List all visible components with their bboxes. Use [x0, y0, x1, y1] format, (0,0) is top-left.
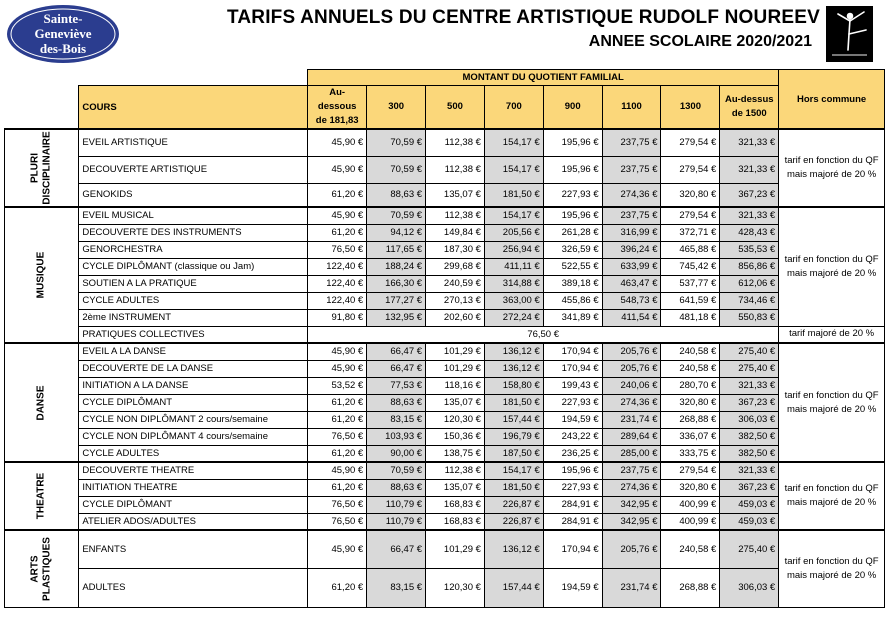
price-cell: 321,33 €	[720, 156, 779, 183]
price-cell: 280,70 €	[661, 377, 720, 394]
qf-header: Au-dessous de 181,83	[308, 86, 367, 130]
course-label: GENOKIDS	[79, 183, 308, 207]
price-cell: 745,42 €	[661, 258, 720, 275]
price-cell: 181,50 €	[484, 479, 543, 496]
course-label: DECOUVERTE DE LA DANSE	[79, 360, 308, 377]
price-cell: 117,65 €	[367, 241, 426, 258]
price-cell: 274,36 €	[602, 394, 661, 411]
price-cell: 321,33 €	[720, 207, 779, 224]
price-cell: 236,25 €	[543, 445, 602, 462]
course-label: CYCLE ADULTES	[79, 292, 308, 309]
table-row	[5, 275, 885, 292]
price-cell: 205,76 €	[602, 343, 661, 360]
price-cell: 481,18 €	[661, 309, 720, 326]
price-cell: 101,29 €	[426, 530, 485, 568]
cours-header: COURS	[79, 86, 308, 130]
montant-header: MONTANT DU QUOTIENT FAMILIAL	[308, 70, 779, 86]
price-cell: 275,40 €	[720, 343, 779, 360]
price-cell: 548,73 €	[602, 292, 661, 309]
price-cell: 90,00 €	[367, 445, 426, 462]
price-cell: 299,68 €	[426, 258, 485, 275]
price-cell: 70,59 €	[367, 207, 426, 224]
price-cell: 367,23 €	[720, 394, 779, 411]
section-label-cell	[5, 207, 79, 343]
price-cell: 326,59 €	[543, 241, 602, 258]
hors-commune-note: tarif en fonction du QF mais majoré de 20 %	[779, 207, 885, 326]
price-cell: 268,88 €	[661, 568, 720, 607]
price-cell: 237,75 €	[602, 129, 661, 156]
price-cell: 177,27 €	[367, 292, 426, 309]
course-label: PRATIQUES COLLECTIVES	[79, 326, 308, 343]
course-label: INITIATION A LA DANSE	[79, 377, 308, 394]
price-cell: 734,46 €	[720, 292, 779, 309]
price-cell: 88,63 €	[367, 183, 426, 207]
course-label: SOUTIEN A LA PRATIQUE	[79, 275, 308, 292]
price-cell: 112,38 €	[426, 462, 485, 479]
price-cell: 83,15 €	[367, 411, 426, 428]
hors-commune-header: Hors commune	[779, 70, 885, 130]
price-cell: 138,75 €	[426, 445, 485, 462]
price-cell: 428,43 €	[720, 224, 779, 241]
course-label: CYCLE NON DIPLÔMANT 2 cours/semaine	[79, 411, 308, 428]
table-row	[5, 462, 885, 479]
price-cell: 110,79 €	[367, 513, 426, 530]
price-cell: 45,90 €	[308, 207, 367, 224]
price-cell: 158,80 €	[484, 377, 543, 394]
price-cell: 194,59 €	[543, 568, 602, 607]
price-cell: 188,24 €	[367, 258, 426, 275]
price-cell: 112,38 €	[426, 129, 485, 156]
header-spacer	[5, 86, 79, 130]
section-label-cell	[5, 462, 79, 530]
price-cell: 136,12 €	[484, 343, 543, 360]
price-cell: 202,60 €	[426, 309, 485, 326]
price-cell: 856,86 €	[720, 258, 779, 275]
table-row	[5, 309, 885, 326]
price-cell: 45,90 €	[308, 156, 367, 183]
price-cell: 45,90 €	[308, 530, 367, 568]
price-cell: 45,90 €	[308, 360, 367, 377]
table-row	[5, 479, 885, 496]
course-label: EVEIL MUSICAL	[79, 207, 308, 224]
price-cell: 150,36 €	[426, 428, 485, 445]
price-cell: 237,75 €	[602, 207, 661, 224]
price-cell: 275,40 €	[720, 530, 779, 568]
price-cell: 61,20 €	[308, 479, 367, 496]
course-label: CYCLE ADULTES	[79, 445, 308, 462]
course-label: ENFANTS	[79, 530, 308, 568]
price-cell: 237,75 €	[602, 156, 661, 183]
price-cell: 320,80 €	[661, 183, 720, 207]
price-cell: 195,96 €	[543, 462, 602, 479]
table-row	[5, 224, 885, 241]
price-cell: 88,63 €	[367, 394, 426, 411]
price-cell: 522,55 €	[543, 258, 602, 275]
price-cell: 61,20 €	[308, 394, 367, 411]
price-cell: 321,33 €	[720, 129, 779, 156]
price-cell: 372,71 €	[661, 224, 720, 241]
price-cell: 135,07 €	[426, 183, 485, 207]
price-cell: 187,30 €	[426, 241, 485, 258]
price-cell: 274,36 €	[602, 183, 661, 207]
price-cell: 320,80 €	[661, 394, 720, 411]
price-cell: 196,79 €	[484, 428, 543, 445]
section-label: ARTS PLASTIQUES	[29, 536, 53, 601]
price-cell: 320,80 €	[661, 479, 720, 496]
price-cell: 411,54 €	[602, 309, 661, 326]
price-cell: 463,47 €	[602, 275, 661, 292]
price-cell: 61,20 €	[308, 411, 367, 428]
logo-line-1: Sainte-	[43, 11, 83, 26]
section-label: PLURI DISCIPLINAIRE	[29, 131, 53, 205]
price-cell: 256,94 €	[484, 241, 543, 258]
price-cell: 227,93 €	[543, 479, 602, 496]
price-cell: 240,58 €	[661, 530, 720, 568]
qf-header: 1100	[602, 86, 661, 130]
hors-commune-note: tarif en fonction du QF mais majoré de 20 %	[779, 530, 885, 607]
price-cell: 459,03 €	[720, 513, 779, 530]
price-cell: 132,95 €	[367, 309, 426, 326]
course-label: CYCLE DIPLÔMANT	[79, 394, 308, 411]
logo-line-3: des-Bois	[39, 41, 87, 56]
price-cell: 396,24 €	[602, 241, 661, 258]
price-cell: 45,90 €	[308, 462, 367, 479]
course-label: DECOUVERTE ARTISTIQUE	[79, 156, 308, 183]
price-cell: 154,17 €	[484, 462, 543, 479]
section-label: THEATRE	[35, 472, 47, 520]
price-cell: 66,47 €	[367, 343, 426, 360]
price-cell: 641,59 €	[661, 292, 720, 309]
price-cell: 154,17 €	[484, 207, 543, 224]
price-cell: 76,50 €	[308, 496, 367, 513]
tariff-table	[4, 69, 885, 608]
course-label: ATELIER ADOS/ADULTES	[79, 513, 308, 530]
price-cell: 199,43 €	[543, 377, 602, 394]
price-cell: 272,24 €	[484, 309, 543, 326]
price-cell: 170,94 €	[543, 530, 602, 568]
price-cell: 240,58 €	[661, 360, 720, 377]
price-cell: 316,99 €	[602, 224, 661, 241]
price-cell: 284,91 €	[543, 496, 602, 513]
price-cell: 136,12 €	[484, 360, 543, 377]
course-label: 2ème INSTRUMENT	[79, 309, 308, 326]
price-cell: 170,94 €	[543, 360, 602, 377]
price-cell: 77,53 €	[367, 377, 426, 394]
price-cell: 279,54 €	[661, 207, 720, 224]
qf-header: 300	[367, 86, 426, 130]
price-cell: 400,99 €	[661, 513, 720, 530]
dancer-image	[826, 6, 873, 62]
price-cell: 205,76 €	[602, 360, 661, 377]
price-cell: 306,03 €	[720, 568, 779, 607]
price-cell: 112,38 €	[426, 207, 485, 224]
hors-commune-note: tarif en fonction du QF mais majoré de 20 %	[779, 129, 885, 207]
logo-line-2: Geneviève	[34, 26, 92, 41]
price-cell: 70,59 €	[367, 156, 426, 183]
price-cell: 261,28 €	[543, 224, 602, 241]
price-cell: 66,47 €	[367, 360, 426, 377]
course-label: CYCLE DIPLÔMANT (classique ou Jam)	[79, 258, 308, 275]
price-cell: 279,54 €	[661, 129, 720, 156]
price-cell: 231,74 €	[602, 411, 661, 428]
price-cell: 122,40 €	[308, 258, 367, 275]
price-cell: 103,93 €	[367, 428, 426, 445]
page-title: TARIFS ANNUELS DU CENTRE ARTISTIQUE RUDOLF NOUREEV	[226, 7, 820, 28]
price-cell: 122,40 €	[308, 275, 367, 292]
price-cell: 110,79 €	[367, 496, 426, 513]
qf-header: 900	[543, 86, 602, 130]
price-cell: 70,59 €	[367, 462, 426, 479]
header-spacer	[5, 70, 308, 86]
price-cell: 535,53 €	[720, 241, 779, 258]
price-cell: 101,29 €	[426, 360, 485, 377]
course-label: CYCLE DIPLÔMANT	[79, 496, 308, 513]
qf-header: 500	[426, 86, 485, 130]
price-cell: 285,00 €	[602, 445, 661, 462]
price-cell: 227,93 €	[543, 183, 602, 207]
table-row	[5, 207, 885, 224]
price-cell: 382,50 €	[720, 428, 779, 445]
price-cell: 149,84 €	[426, 224, 485, 241]
section-label: DANSE	[35, 385, 47, 421]
price-cell: 166,30 €	[367, 275, 426, 292]
price-cell: 367,23 €	[720, 183, 779, 207]
course-label: GENORCHESTRA	[79, 241, 308, 258]
price-cell: 61,20 €	[308, 568, 367, 607]
price-cell: 314,88 €	[484, 275, 543, 292]
section-label-cell	[5, 530, 79, 607]
price-cell: 194,59 €	[543, 411, 602, 428]
table-row	[5, 241, 885, 258]
price-cell: 45,90 €	[308, 129, 367, 156]
price-cell: 61,20 €	[308, 224, 367, 241]
price-cell: 170,94 €	[543, 343, 602, 360]
table-row	[5, 377, 885, 394]
price-cell: 76,50 €	[308, 428, 367, 445]
section-label-cell	[5, 343, 79, 462]
table-row	[5, 156, 885, 183]
price-cell: 83,15 €	[367, 568, 426, 607]
price-cell: 612,06 €	[720, 275, 779, 292]
price-cell: 120,30 €	[426, 411, 485, 428]
course-label: EVEIL A LA DANSE	[79, 343, 308, 360]
table-row	[5, 292, 885, 309]
section-label-cell	[5, 129, 79, 207]
table-row	[5, 445, 885, 462]
qf-header: Au-dessus de 1500	[720, 86, 779, 130]
price-cell: 154,17 €	[484, 156, 543, 183]
price-cell: 321,33 €	[720, 377, 779, 394]
price-cell: 157,44 €	[484, 411, 543, 428]
table-row	[5, 394, 885, 411]
course-label: CYCLE NON DIPLÔMANT 4 cours/semaine	[79, 428, 308, 445]
price-cell: 88,63 €	[367, 479, 426, 496]
price-cell: 400,99 €	[661, 496, 720, 513]
price-cell: 333,75 €	[661, 445, 720, 462]
price-cell: 195,96 €	[543, 129, 602, 156]
price-cell: 411,11 €	[484, 258, 543, 275]
price-cell: 61,20 €	[308, 445, 367, 462]
table-row	[5, 326, 885, 343]
price-cell: 270,13 €	[426, 292, 485, 309]
price-cell: 274,36 €	[602, 479, 661, 496]
qf-header: 700	[484, 86, 543, 130]
price-cell: 240,59 €	[426, 275, 485, 292]
price-cell: 240,58 €	[661, 343, 720, 360]
price-cell: 94,12 €	[367, 224, 426, 241]
price-cell: 336,07 €	[661, 428, 720, 445]
price-cell: 118,16 €	[426, 377, 485, 394]
price-cell: 91,80 €	[308, 309, 367, 326]
price-cell: 459,03 €	[720, 496, 779, 513]
course-label: INITIATION THEATRE	[79, 479, 308, 496]
table-row	[5, 183, 885, 207]
price-cell: 465,88 €	[661, 241, 720, 258]
hors-commune-note: tarif en fonction du QF mais majoré de 20 %	[779, 462, 885, 530]
hors-commune-note: tarif majoré de 20 %	[779, 326, 885, 343]
price-cell: 240,06 €	[602, 377, 661, 394]
price-cell: 135,07 €	[426, 394, 485, 411]
price-cell: 181,50 €	[484, 183, 543, 207]
price-cell: 633,99 €	[602, 258, 661, 275]
price-cell: 243,22 €	[543, 428, 602, 445]
table-row	[5, 343, 885, 360]
course-label: DECOUVERTE THEATRE	[79, 462, 308, 479]
price-cell: 363,00 €	[484, 292, 543, 309]
price-cell: 120,30 €	[426, 568, 485, 607]
price-cell: 135,07 €	[426, 479, 485, 496]
table-row	[5, 129, 885, 156]
table-row	[5, 428, 885, 445]
price-cell: 195,96 €	[543, 207, 602, 224]
price-cell: 389,18 €	[543, 275, 602, 292]
price-cell: 279,54 €	[661, 462, 720, 479]
course-label: EVEIL ARTISTIQUE	[79, 129, 308, 156]
price-cell: 367,23 €	[720, 479, 779, 496]
price-cell: 205,56 €	[484, 224, 543, 241]
price-cell: 537,77 €	[661, 275, 720, 292]
price-cell: 275,40 €	[720, 360, 779, 377]
section-label: MUSIQUE	[35, 251, 47, 299]
price-cell: 76,50 €	[308, 513, 367, 530]
price-cell: 168,83 €	[426, 513, 485, 530]
price-cell: 101,29 €	[426, 343, 485, 360]
price-cell: 284,91 €	[543, 513, 602, 530]
table-row	[5, 496, 885, 513]
hors-commune-note: tarif en fonction du QF mais majoré de 20 %	[779, 343, 885, 462]
flat-price-cell: 76,50 €	[308, 326, 779, 343]
price-cell: 382,50 €	[720, 445, 779, 462]
course-label: ADULTES	[79, 568, 308, 607]
price-cell: 550,83 €	[720, 309, 779, 326]
price-cell: 61,20 €	[308, 183, 367, 207]
price-cell: 342,95 €	[602, 496, 661, 513]
price-cell: 321,33 €	[720, 462, 779, 479]
price-cell: 112,38 €	[426, 156, 485, 183]
course-label: DECOUVERTE DES INSTRUMENTS	[79, 224, 308, 241]
table-row	[5, 360, 885, 377]
price-cell: 154,17 €	[484, 129, 543, 156]
price-cell: 195,96 €	[543, 156, 602, 183]
price-cell: 227,93 €	[543, 394, 602, 411]
price-cell: 76,50 €	[308, 241, 367, 258]
price-cell: 226,87 €	[484, 496, 543, 513]
price-cell: 45,90 €	[308, 343, 367, 360]
price-cell: 157,44 €	[484, 568, 543, 607]
price-cell: 341,89 €	[543, 309, 602, 326]
price-cell: 268,88 €	[661, 411, 720, 428]
price-cell: 181,50 €	[484, 394, 543, 411]
price-cell: 342,95 €	[602, 513, 661, 530]
price-cell: 231,74 €	[602, 568, 661, 607]
price-cell: 66,47 €	[367, 530, 426, 568]
price-cell: 237,75 €	[602, 462, 661, 479]
price-cell: 306,03 €	[720, 411, 779, 428]
city-logo	[4, 3, 122, 65]
price-cell: 279,54 €	[661, 156, 720, 183]
price-cell: 205,76 €	[602, 530, 661, 568]
table-row	[5, 568, 885, 607]
table-row	[5, 411, 885, 428]
price-cell: 289,64 €	[602, 428, 661, 445]
price-cell: 122,40 €	[308, 292, 367, 309]
table-row	[5, 258, 885, 275]
qf-header: 1300	[661, 86, 720, 130]
price-cell: 70,59 €	[367, 129, 426, 156]
price-cell: 136,12 €	[484, 530, 543, 568]
page-subtitle: ANNEE SCOLAIRE 2020/2021	[588, 33, 812, 50]
price-cell: 53,52 €	[308, 377, 367, 394]
price-cell: 168,83 €	[426, 496, 485, 513]
table-row	[5, 530, 885, 568]
price-cell: 187,50 €	[484, 445, 543, 462]
table-row	[5, 513, 885, 530]
price-cell: 455,86 €	[543, 292, 602, 309]
price-cell: 226,87 €	[484, 513, 543, 530]
